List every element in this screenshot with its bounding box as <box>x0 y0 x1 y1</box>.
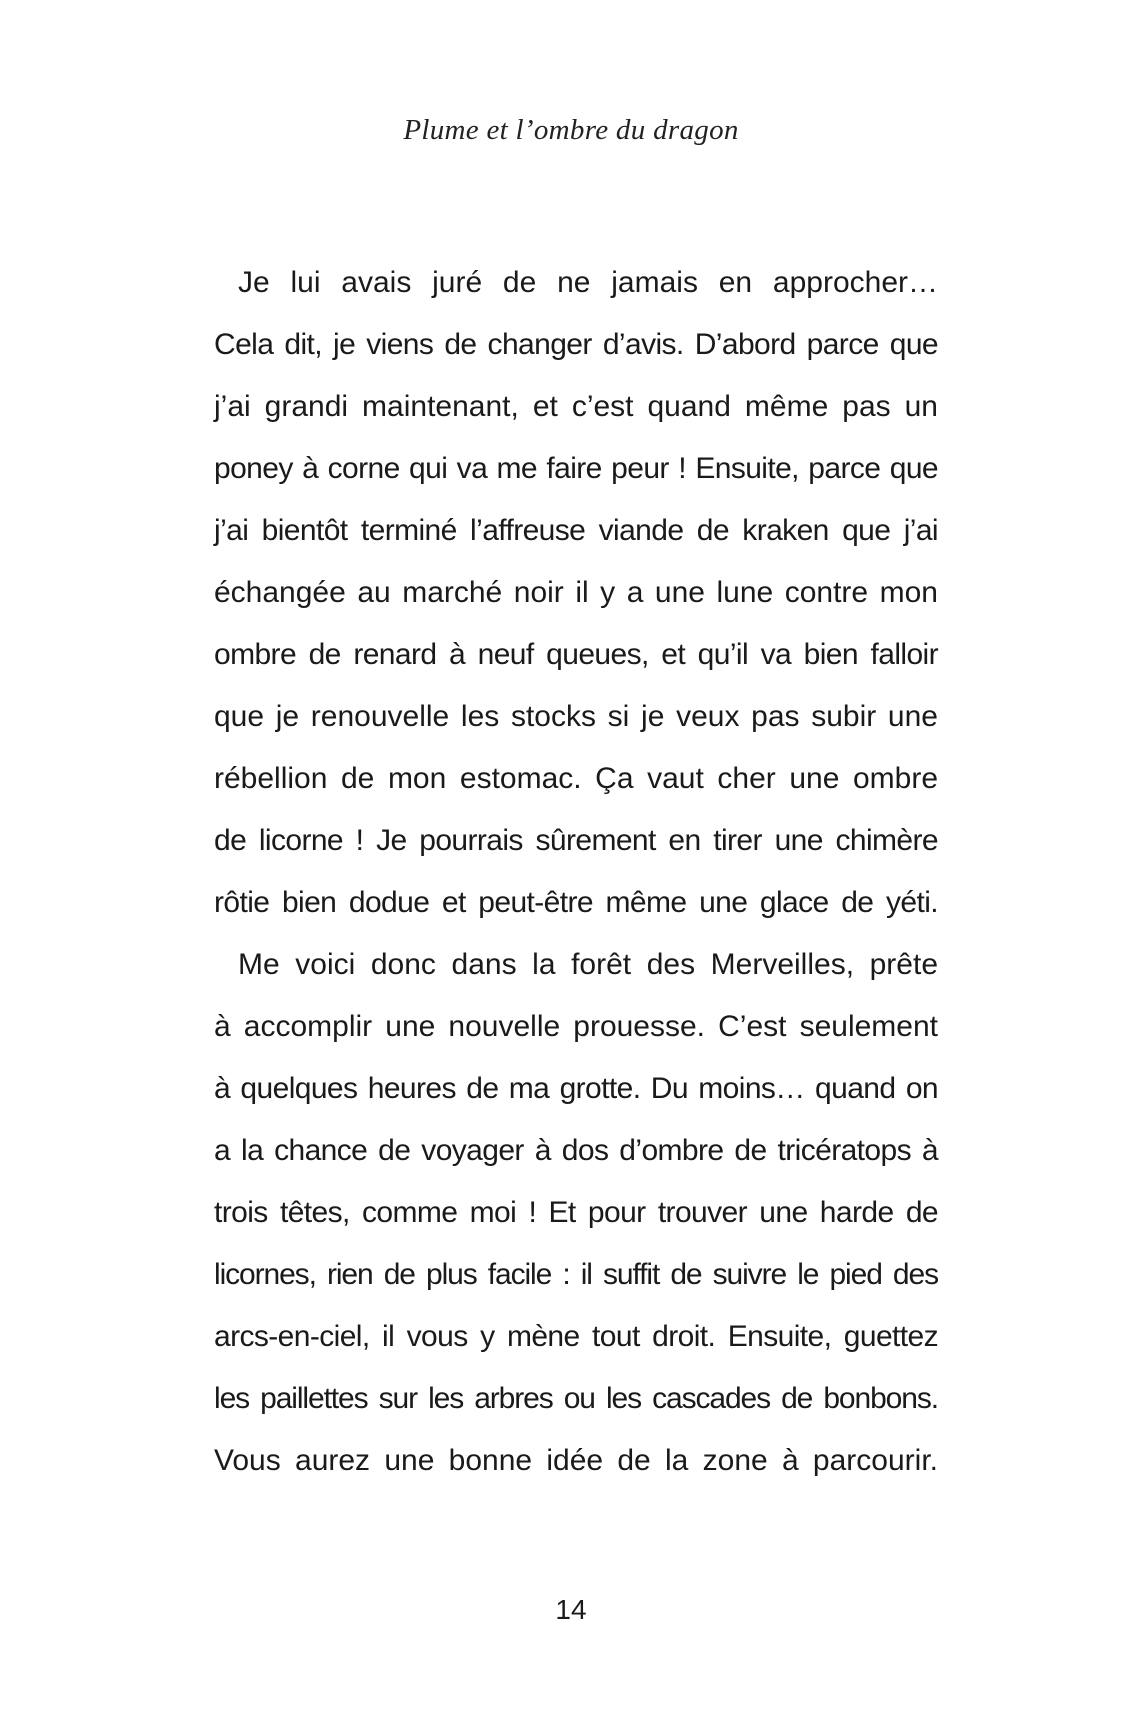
body-text <box>214 252 938 1492</box>
text-line: que je renouvelle les stocks si je veux pas subir une <box>214 700 938 733</box>
text-line: poney à corne qui va me faire peur ! Ensuite, parce que <box>214 452 938 485</box>
text-line: à quelques heures de ma grotte. Du moins… quand on <box>214 1072 938 1105</box>
text-line: Me voici donc dans la forêt des Merveilles, prête <box>238 948 938 981</box>
running-header-title: Plume et l’ombre du dragon <box>403 114 739 146</box>
text-line: j’ai bientôt terminé l’affreuse viande de kraken que j’ai <box>214 514 938 547</box>
page-number: 14 <box>555 1594 587 1625</box>
text-line: à accomplir une nouvelle prouesse. C’est seulement <box>214 1010 938 1043</box>
text-line: Cela dit, je viens de changer d’avis. D’abord parce que <box>214 328 938 361</box>
text-line: licornes, rien de plus facile : il suffit de suivre le pied des <box>214 1258 938 1291</box>
text-line: rébellion de mon estomac. Ça vaut cher une ombre <box>214 762 938 795</box>
text-line: de licorne ! Je pourrais sûrement en tirer une chimère <box>214 824 938 857</box>
text-line: trois têtes, comme moi ! Et pour trouver une harde de <box>214 1196 938 1229</box>
text-line: a la chance de voyager à dos d’ombre de tricératops à <box>214 1134 938 1167</box>
text-line: échangée au marché noir il y a une lune contre mon <box>214 576 938 609</box>
paragraph <box>214 252 938 934</box>
text-line: rôtie bien dodue et peut-être même une glace de yéti. <box>214 886 938 919</box>
paragraph <box>214 934 938 1492</box>
text-line: arcs-en-ciel, il vous y mène tout droit. Ensuite, guettez <box>214 1320 938 1353</box>
text-line: ombre de renard à neuf queues, et qu’il va bien falloir <box>214 638 938 671</box>
text-line: j’ai grandi maintenant, et c’est quand même pas un <box>214 390 938 423</box>
text-line: Je lui avais juré de ne jamais en approcher… <box>238 266 938 299</box>
text-line: Vous aurez une bonne idée de la zone à parcourir. <box>214 1444 938 1477</box>
text-line: les paillettes sur les arbres ou les cascades de bonbons. <box>214 1382 938 1415</box>
